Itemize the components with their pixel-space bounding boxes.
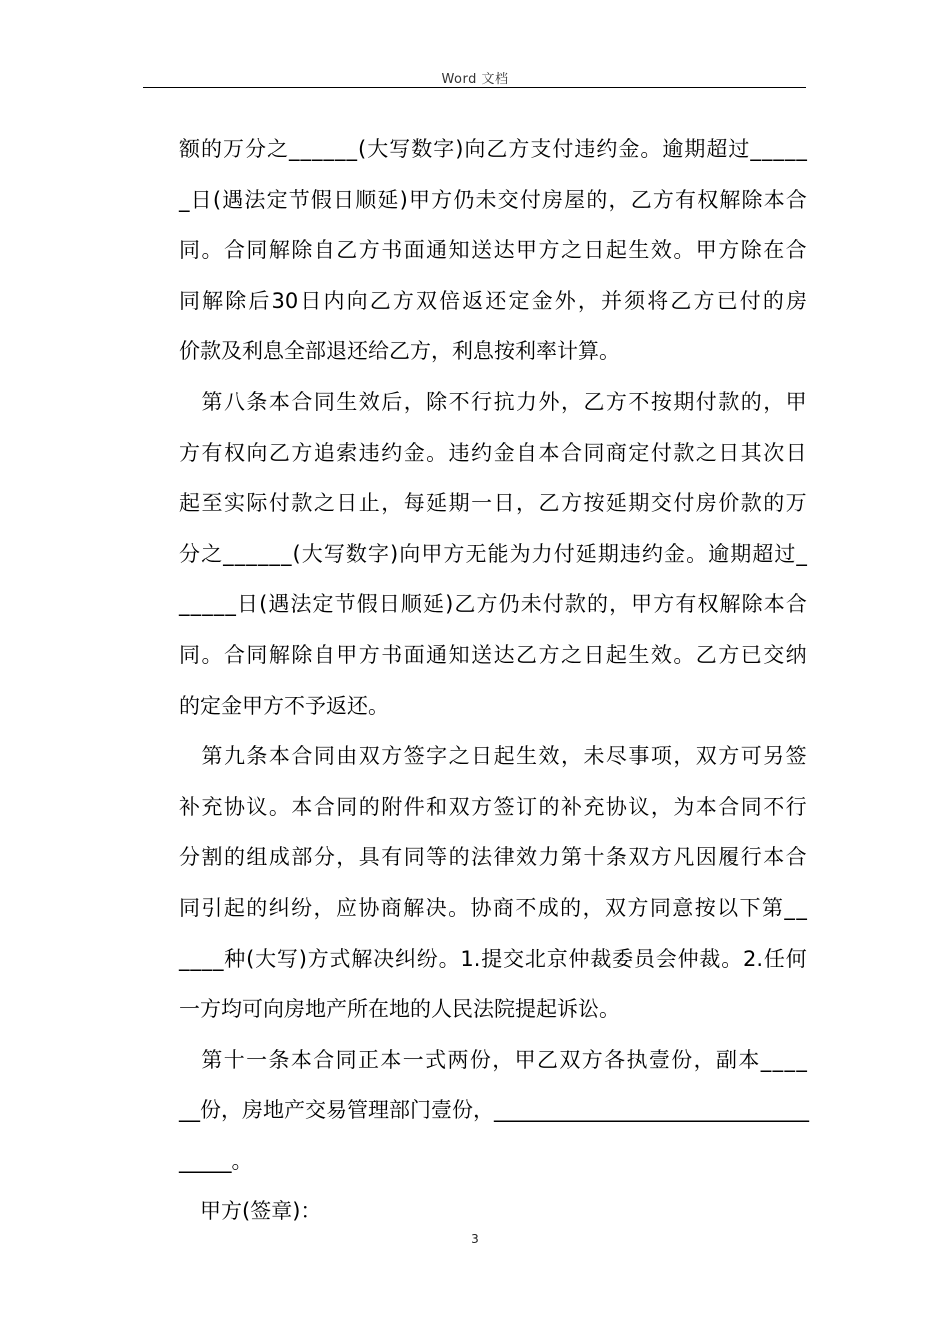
text-line: 同 。 合 同 解 除 自 乙 方 书 面 通 知 送 达 甲 方 之 日 起 生 效 。 甲 方 除 在 合 <box>179 238 807 263</box>
text-line: _ 日 ( 遇 法 定 节 假 日 顺 延 ) 甲 方 仍 未 交 付 房 屋 的 ， 乙 方 有 权 解 除 本 合 <box>179 187 807 212</box>
text-line: 分 之 _ _ _ _ _ _ ( 大 写 数 字 ) 向 甲 方 无 能 为 力 付 延 期 违 约 金 。 逾 期 超 过 _ <box>179 541 807 566</box>
text-line: 第 九 条 本 合 同 由 双 方 签 字 之 日 起 生 效 ， 未 尽 事 项 ， 双 方 可 另 签 <box>201 744 807 769</box>
text-line: 补 充 协 议 。 本 合 同 的 附 件 和 双 方 签 订 的 补 充 协 议 ， 为 本 合 同 不 行 <box>179 794 807 819</box>
header-rule <box>143 87 806 88</box>
text-line: _____。 <box>179 1148 253 1173</box>
text-line: 一方均可向房地产所在地的人民法院提起诉讼。 <box>179 997 620 1022</box>
text-line: 第 十 一 条 本 合 同 正 本 一 式 两 份 ， 甲 乙 双 方 各 执 壹 份 ， 副 本 _ _ _ _ <box>201 1047 807 1072</box>
text-line: _ _ _ _ 种 ( 大 写 ) 方 式 解 决 纠 纷 。 1. 提 交 北 京 仲 裁 委 员 会 仲 裁 。 2. 任 何 <box>179 946 807 971</box>
text-line: 甲方(签章)： <box>179 1199 322 1224</box>
text-line: _ _ _ _ _ 日 ( 遇 法 定 节 假 日 顺 延 ) 乙 方 仍 未 付 款 的 ， 甲 方 有 权 解 除 本 合 <box>179 592 807 617</box>
page-header: Word 文档 <box>441 72 509 87</box>
page-number: 3 <box>471 1232 479 1246</box>
text-line: 同 解 除 后 30 日 内 向 乙 方 双 倍 返 还 定 金 外 ， 并 须 将 乙 方 已 付 的 房 <box>179 288 807 313</box>
text-line: 价款及利息全部退还给乙方，利息按利率计算。 <box>179 339 620 364</box>
text-line: _ _ 份 ， 房 地 产 交 易 管 理 部 门 壹 份 ， _ _ _ _ _ _ _ _ _ _ _ _ _ _ _ _ _ _ _ _ _ _ _ _ _ _ _ _ _ _ <box>179 1098 809 1123</box>
text-line: 起 至 实 际 付 款 之 日 止 ， 每 延 期 一 日 ， 乙 方 按 延 期 交 付 房 价 款 的 万 <box>179 491 807 516</box>
text-line: 第 八 条 本 合 同 生 效 后 ， 除 不 行 抗 力 外 ， 乙 方 不 按 期 付 款 的 ， 甲 <box>201 389 807 414</box>
text-line: 额 的 万 分 之 _ _ _ _ _ _ ( 大 写 数 字 ) 向 乙 方 支 付 违 约 金 。 逾 期 超 过 _ _ _ _ _ <box>179 137 807 161</box>
text-line: 方 有 权 向 乙 方 追 索 违 约 金 。 违 约 金 自 本 合 同 商 定 付 款 之 日 其 次 日 <box>179 440 807 465</box>
text-line: 同 引 起 的 纠 纷 ， 应 协 商 解 决 。 协 商 不 成 的 ， 双 方 同 意 按 以 下 第 _ _ <box>179 895 807 920</box>
document-body <box>179 124 807 1237</box>
text-line: 的定金甲方不予返还。 <box>179 693 389 718</box>
text-line: 分 割 的 组 成 部 分 ， 具 有 同 等 的 法 律 效 力 第 十 条 双 方 凡 因 履 行 本 合 <box>179 845 807 870</box>
text-line: 同 。 合 同 解 除 自 甲 方 书 面 通 知 送 达 乙 方 之 日 起 生 效 。 乙 方 已 交 纳 <box>179 642 807 667</box>
